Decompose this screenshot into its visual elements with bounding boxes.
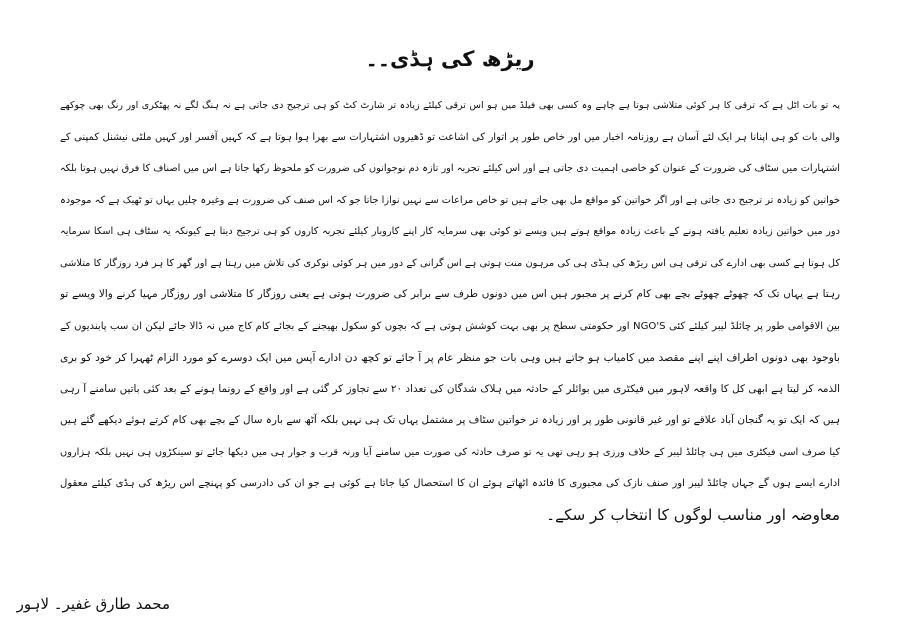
article-line: الذمہ کر لیتا ہے ابھی کل کا واقعہ لاہور میں فیکٹری میں بوائلر کے حادثہ میں ہلاک شدگان کی تعداد ۲۰ سے تجاوز کر گئی ہے اور واقع کے رونما ہونے کے بعد کئی باتیں سامنے آ رہی: [60, 382, 840, 395]
article-body: [60, 90, 840, 531]
article-line: یہ تو بات اٹل ہے کہ ترقی کا ہر کوئی متلاشی ہوتا ہے چاہے وہ کسی بھی فیلڈ میں ہو اس ترقی کیلئے زیادہ تر شارٹ کٹ کو ہی ترجیح دی جاتی ہے نہ ہنگ لگے نہ پھٹکری اور رنگ بھی چوکھے: [60, 100, 840, 111]
article-line: باوجود بھی دونوں اطراف اپنے اپنے مقصد میں کامیاب ہو جاتے ہیں وہی بات جو منظر عام پر آ جائے تو کچھ دن ادارے آپس میں ایک دوسرے کو مورد الزام ٹھہرا کر خود کو بری: [60, 351, 840, 364]
article-line: والی بات کو ہی اپنانا ہر ایک لئے آسان ہے روزنامہ اخبار میں اور خاص طور پر اتوار کی اشاعت تو ڈھیروں اشتہارات سے بھرا ہوا ہوتا ہے کہ کہیں آفسر اور کہیں ملٹی نیشنل کمپنی کے: [60, 131, 840, 143]
article-line: کل ہوتا ہے کسی بھی ادارے کی ترقی ہی اس ریڑھ کی ہڈی ہی کی مرہون منت ہوتی ہے اس گرانی کے دور میں ہر کوئی نوکری کی تلاش میں رہتا ہے اور گھر کا ہر فرد روزگار کا متلاشی: [60, 257, 840, 269]
article-line: دور میں خواتین زیادہ تعلیم یافتہ ہونے کے باعث زیادہ مواقع ہوتے ہیں ویسے تو کوئی بھی سرمایہ کار اپنے کاروبار کیلئے تجربہ کاروں کو ہی ترجیح دیتا ہے کیونکہ یہ سٹاف ہی اسکا سرمایہ: [60, 226, 840, 237]
article-line: اشتہارات میں سٹاف کی ضرورت کے عنوان کو خاصی اہمیت دی جاتی ہے اور اس کیلئے تجربہ اور تازہ دم نوجوانوں کی ضرورت کو ملحوظ رکھا جاتا ہے اس میں اصناف کا فرق نہیں ہوتا بلکہ: [60, 163, 840, 174]
author-signature: محمد طارق غفیر۔ لاہور: [16, 595, 170, 613]
article-line: رہتا ہے یہاں تک کہ چھوٹے چھوٹے بچے بھی کام کرنے پر مجبور ہیں اس میں دونوں طرف سے برابر کی ضرورت ہوتی ہے یعنی روزگار کا متلاشی اور روزگار مہیا کرنے والا ویسے تو: [60, 288, 840, 300]
article-line: معاوضہ اور مناسب لوگوں کا انتخاب کر سکے۔: [546, 505, 840, 524]
article-line: ہیں کہ ایک تو یہ گنجان آباد علاقے تو اور غیر قانونی طور پر اور زیادہ تر خواتین سٹاف پر مشتمل یہاں تک ہی نہیں بلکہ آٹھ سے بارہ سال کے بچے بھی کام کرتے ہوئے دیکھے گئے ہیں: [60, 414, 840, 426]
article-line: کیا صرف اسی فیکٹری میں ہی چائلڈ لیبر کے خلاف ورزی ہو رہی تھی یہ تو صرف حادثہ کی صورت میں سامنے آیا ورنہ قرب و جوار ہی میں دیکھا جائے تو سینکڑوں ہی نہیں بلکہ ہزاروں: [60, 446, 840, 458]
article-title: ریڑھ کی ہڈی۔۔: [365, 47, 535, 71]
article-line: بین الاقوامی طور پر چائلڈ لیبر کیلئے کئی NGO'S اور حکومتی سطح پر بھی بہت کوشش ہوتی ہے کہ بچوں کو سکول بھیجنے کے بجائے کام کاج میں نہ ڈالا جائے لیکن ان سب پابندیوں کے: [60, 320, 840, 332]
article-line: ادارے ایسے ہوں گے جہاں چائلڈ لیبر اور صنف نازک کی مجبوری کا فائدہ اٹھاتے ہوئے ان کا استحصال کیا جاتا ہے کوئی ہے جو ان کی دادرسی کو پہنچے اس ریڑھ کی ہڈی کیلئے معقول: [60, 478, 840, 489]
article-line: خواتین کو زیادہ تر ترجیح دی جاتی ہے اور اگر خواتین کو مواقع مل بھی جاتے ہیں تو خاص مراعات سے نہیں نوازا جاتا جو کہ اس صنف کی ضرورت ہے وغیرہ چلیں یہاں تو ٹھیک ہے کہ موجودہ: [60, 194, 840, 206]
